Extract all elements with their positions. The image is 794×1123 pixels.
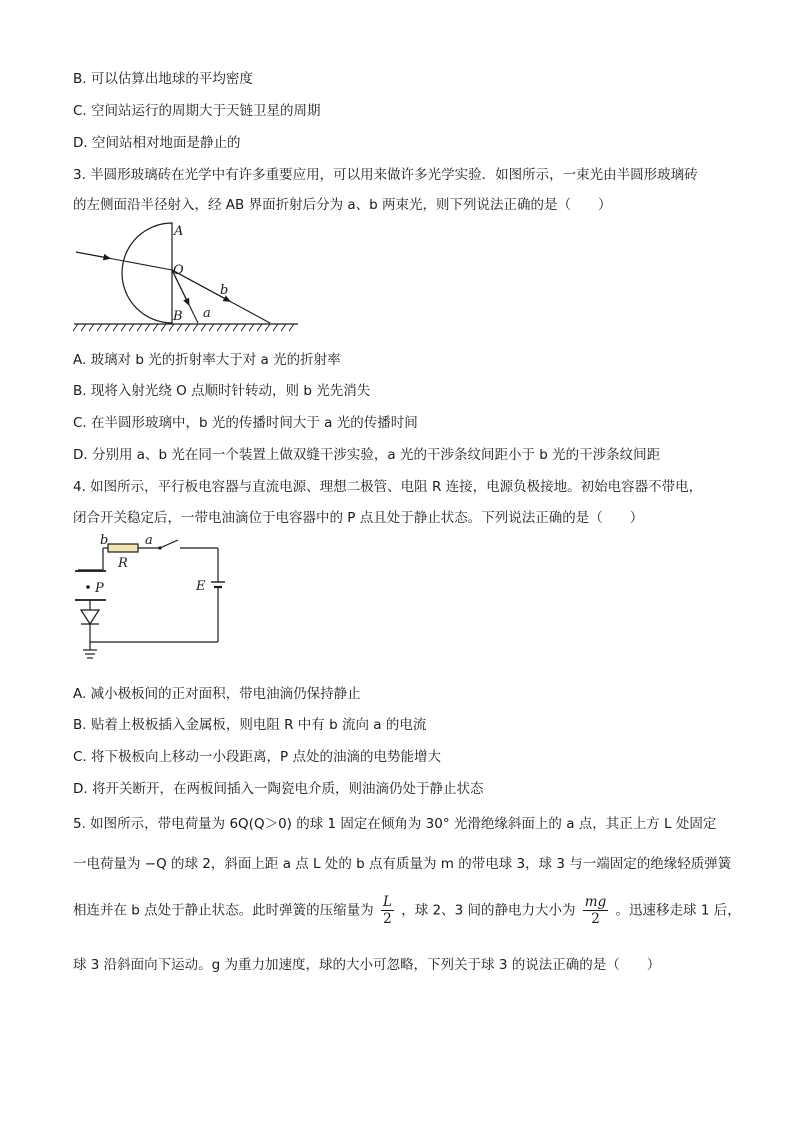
- q4-option-a: A. 减小极板间的正对面积，带电油滴仍保持静止: [73, 686, 361, 702]
- fraction-mg-over-2: $\frac{mg}{2}$: [584, 894, 607, 927]
- q5-stem-line2: 一电荷量为 −Q 的球 2，斜面上距 a 点 L 处的 b 点有质量为 m 的带电球 3，球 3 与一端固定的绝缘轻质弹簧: [73, 856, 732, 872]
- q5-stem-line1: 5. 如图所示，带电荷量为 6Q(Q＞0) 的球 1 固定在倾角为 30° 光滑绝缘斜面上的 a 点，其正上方 L 处固定: [73, 816, 717, 832]
- semicircle-glass: [122, 223, 172, 323]
- q4-option-b: B. 贴着上极板插入金属板，则电阻 R 中有 b 流向 a 的电流: [73, 717, 427, 733]
- q2-option-d: D. 空间站相对地面是静止的: [73, 135, 241, 151]
- label-P: P: [95, 581, 104, 596]
- label-O: O: [173, 263, 184, 278]
- label-a: a: [145, 533, 153, 548]
- q4-circuit-diagram: [70, 530, 230, 670]
- q3-option-a: A. 玻璃对 b 光的折射率大于对 a 光的折射率: [73, 352, 341, 368]
- label-b: b: [220, 283, 229, 298]
- q3-option-c: C. 在半圆形玻璃中，b 光的传播时间大于 a 光的传播时间: [73, 415, 418, 431]
- label-R: R: [118, 556, 128, 571]
- q3-stem-line2: 的左侧面沿半径射入，经 AB 界面折射后分为 a、b 两束光，则下列说法正确的是（ ）: [73, 197, 612, 213]
- q2-option-b: B. 可以估算出地球的平均密度: [73, 71, 253, 87]
- q5-stem-line3-part1: 相连并在 b 点处于静止状态。此时弹簧的压缩量为: [73, 902, 374, 919]
- q4-stem-line1: 4. 如图所示，平行板电容器与直流电源、理想二极管、电阻 R 连接，电源负极接地。初始电容器不带电，: [73, 479, 703, 495]
- q4-stem-line2: 闭合开关稳定后，一带电油滴位于电容器中的 P 点且处于静止状态。下列说法正确的是（ ）: [73, 510, 644, 526]
- q2-option-c: C. 空间站运行的周期大于天链卫星的周期: [73, 103, 321, 119]
- q5-stem-line4: 球 3 沿斜面向下运动。g 为重力加速度，球的大小可忽略，下列关于球 3 的说法正确的是（ ）: [73, 957, 661, 973]
- label-b: b: [100, 533, 109, 548]
- q4-option-d: D. 将开关断开，在两板间插入一陶瓷电介质，则油滴仍处于静止状态: [73, 781, 484, 797]
- label-B: B: [173, 309, 183, 324]
- q5-stem-line3-part2: ，球 2、3 间的静电力大小为: [401, 902, 576, 919]
- label-A: A: [174, 224, 184, 239]
- q3-option-d: D. 分别用 a、b 光在同一个装置上做双缝干涉实验，a 光的干涉条纹间距小于 b 光的干涉条纹间距: [73, 447, 661, 463]
- q4-option-c: C. 将下极板向上移动一小段距离，P 点处的油滴的电势能增大: [73, 749, 441, 765]
- fraction-L-over-2: $\frac{L}{2}$: [382, 894, 392, 927]
- label-a: a: [203, 306, 211, 321]
- label-E: E: [196, 579, 206, 594]
- diode: [81, 610, 99, 624]
- switch: [160, 540, 178, 548]
- resistor-R: [108, 544, 138, 552]
- oil-drop-P: [86, 585, 90, 589]
- q3-stem-line1: 3. 半圆形玻璃砖在光学中有许多重要应用，可以用来做许多光学实验．如图所示，一束光由半圆形玻璃砖: [73, 167, 698, 183]
- q3-glass-brick-diagram: [70, 218, 310, 336]
- q5-stem-line3: [73, 894, 741, 927]
- q3-option-b: B. 现将入射光绕 O 点顺时针转动，则 b 光先消失: [73, 383, 371, 399]
- q5-stem-line3-part3: 。迅速移走球 1 后，: [615, 902, 741, 919]
